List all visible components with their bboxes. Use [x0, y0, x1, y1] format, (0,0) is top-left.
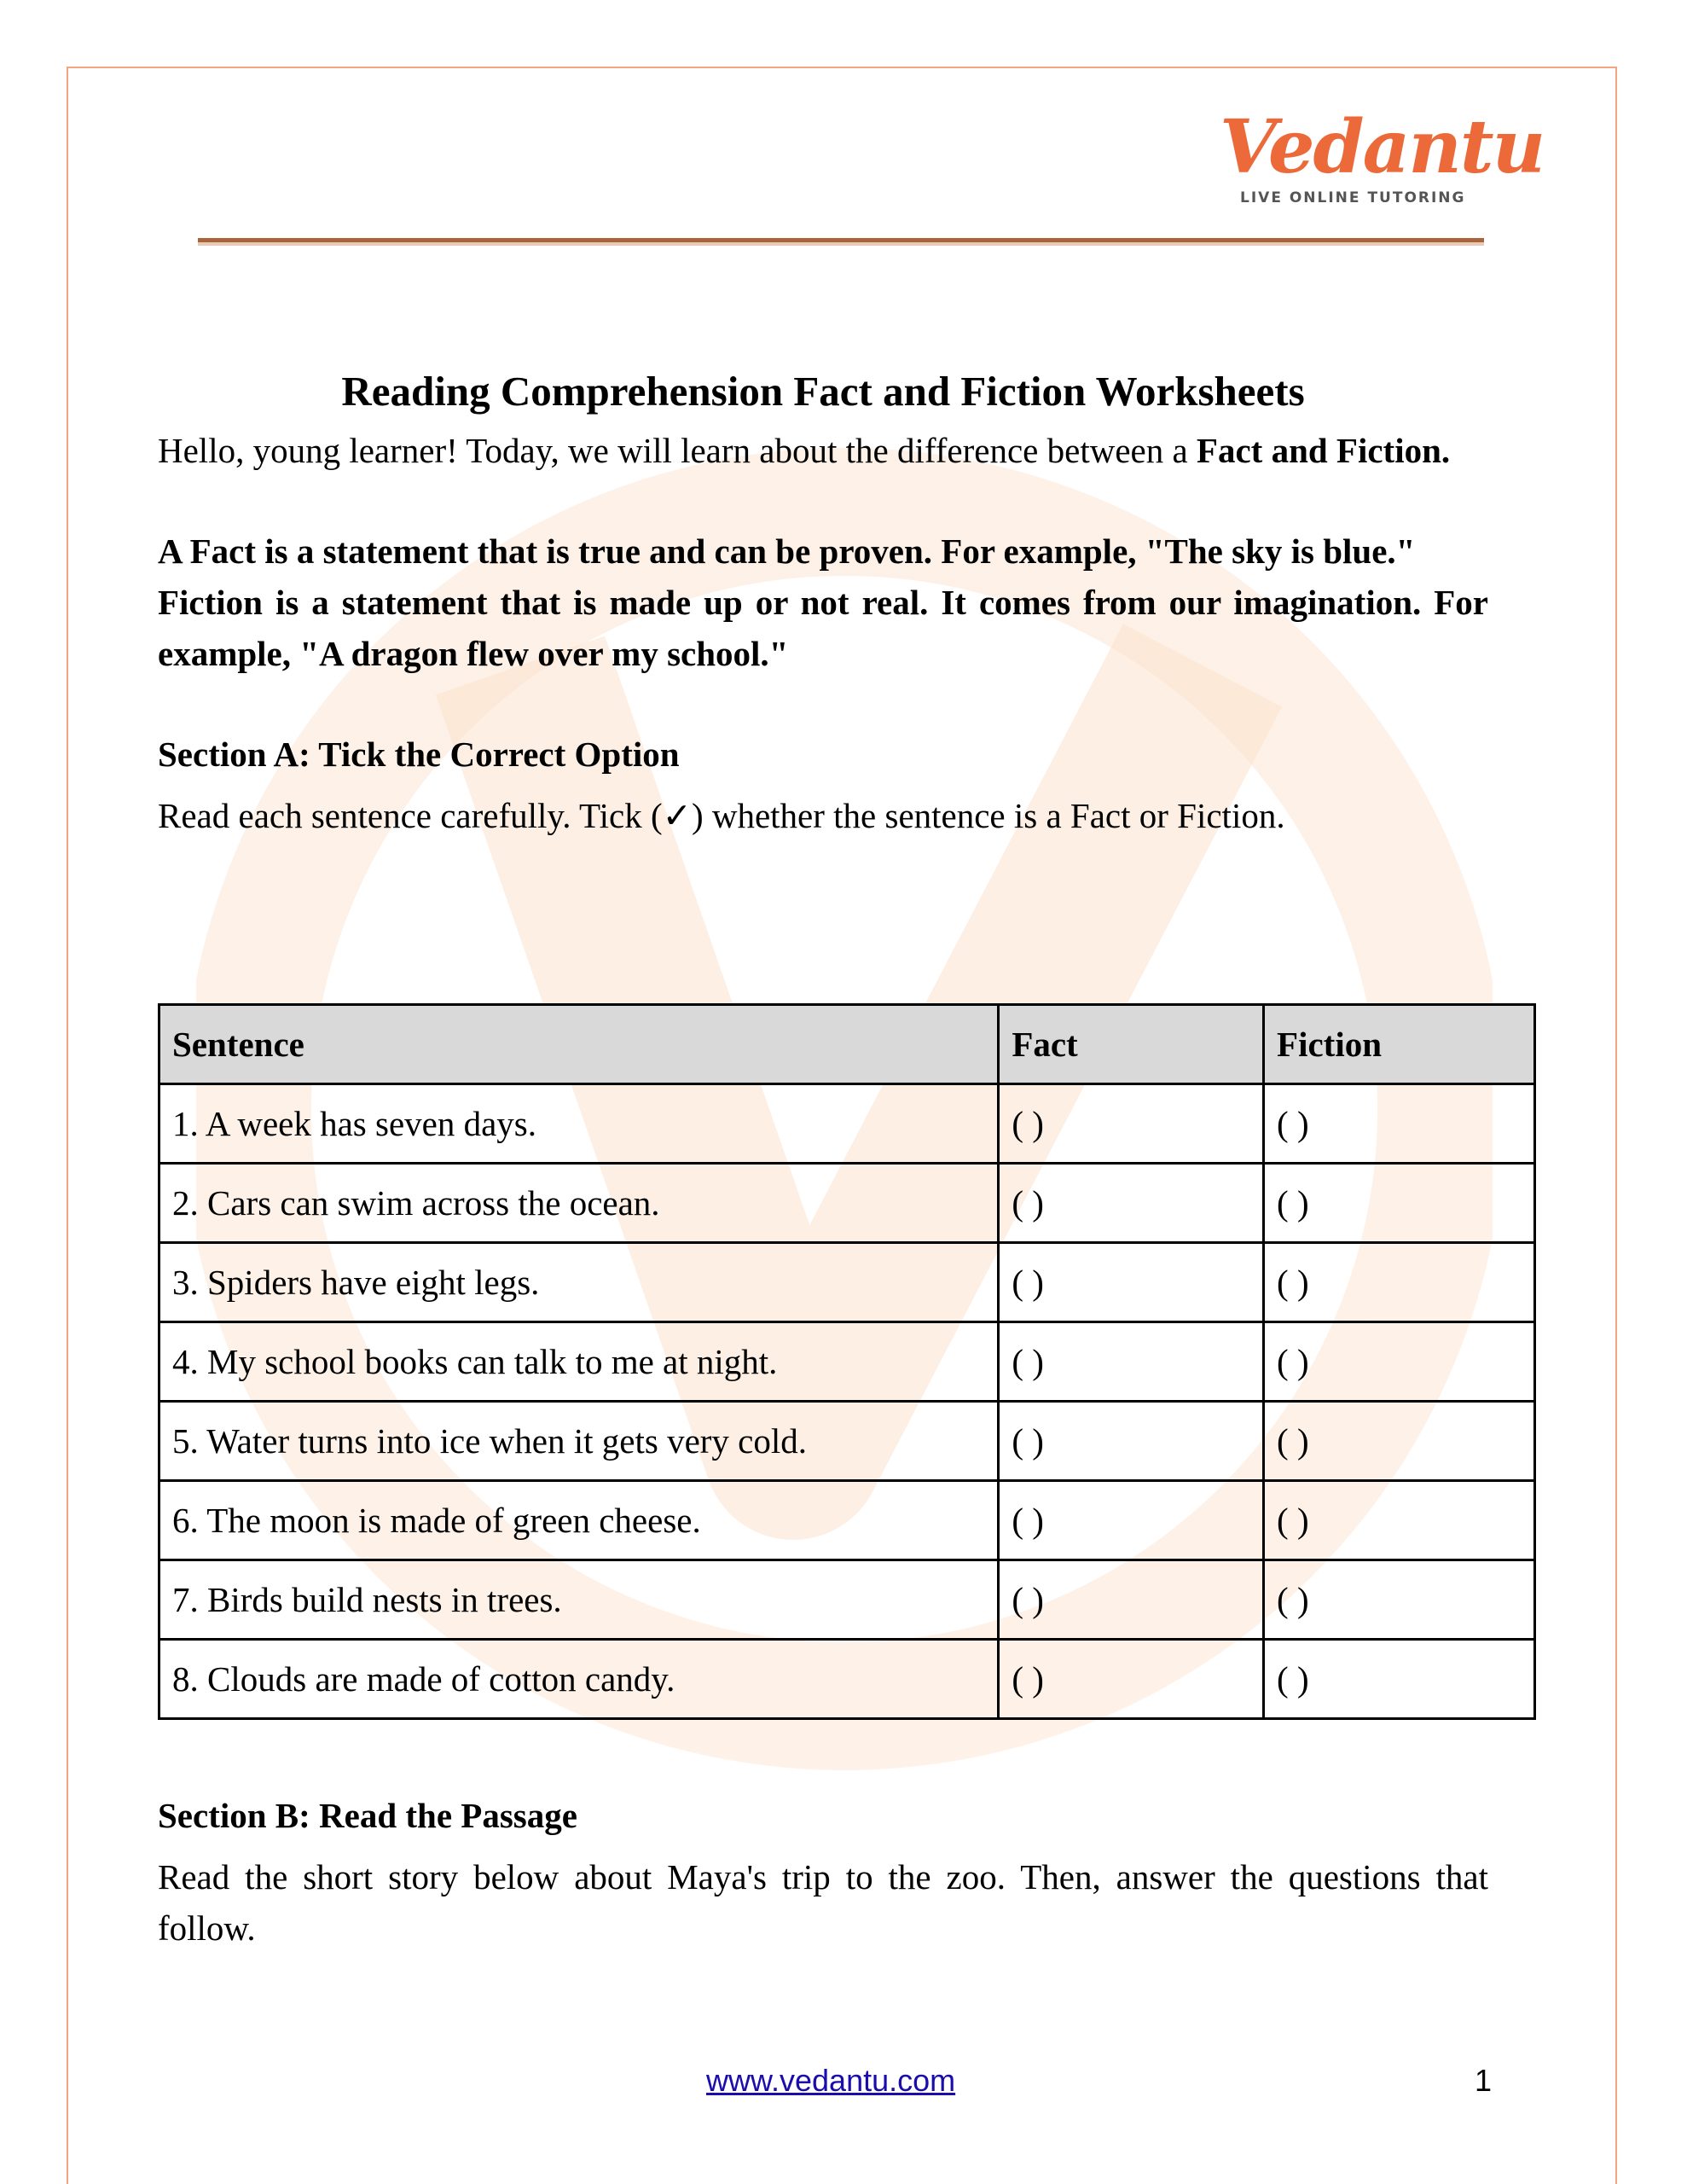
fiction-definition: Fiction is a statement that is made up or not real. It comes from our imagination. For example, "A dragon flew over my school." [158, 583, 1488, 673]
fact-tick-box[interactable]: ( ) [999, 1481, 1264, 1560]
fact-tick-box[interactable]: ( ) [999, 1243, 1264, 1322]
fiction-tick-box[interactable]: ( ) [1264, 1084, 1535, 1164]
sentence-cell: 6. The moon is made of green cheese. [159, 1481, 999, 1560]
intro-bold: Fact and Fiction. [1196, 431, 1451, 470]
fact-definition: A Fact is a statement that is true and can be proven. For example, "The sky is blue." [158, 531, 1416, 571]
header-fiction: Fiction [1264, 1005, 1535, 1084]
intro-paragraph [158, 425, 1488, 476]
intro-text: Hello, young learner! Today, we will learn about the difference between a [158, 431, 1197, 470]
fiction-tick-box[interactable]: ( ) [1264, 1243, 1535, 1322]
sentence-cell: 4. My school books can talk to me at night. [159, 1322, 999, 1402]
table-header-row [159, 1005, 1535, 1084]
sentence-cell: 1. A week has seven days. [159, 1084, 999, 1164]
fact-fiction-table [158, 1003, 1536, 1720]
table-row [159, 1164, 1535, 1243]
fiction-tick-box[interactable]: ( ) [1264, 1402, 1535, 1481]
fiction-tick-box[interactable]: ( ) [1264, 1164, 1535, 1243]
section-a-title: Section A: Tick the Correct Option [158, 735, 680, 774]
logo-word: Vedantu [1220, 104, 1545, 190]
table-row [159, 1243, 1535, 1322]
logo-tagline: LIVE ONLINE TUTORING [1240, 189, 1466, 206]
fact-tick-box[interactable]: ( ) [999, 1560, 1264, 1640]
header-sentence: Sentence [159, 1005, 999, 1084]
fact-tick-box[interactable]: ( ) [999, 1084, 1264, 1164]
section-b [158, 1790, 1488, 1954]
sentence-cell: 3. Spiders have eight legs. [159, 1243, 999, 1322]
table-row [159, 1560, 1535, 1640]
worksheet-content [158, 362, 1488, 841]
fact-tick-box[interactable]: ( ) [999, 1640, 1264, 1719]
section-b-title: Section B: Read the Passage [158, 1796, 577, 1835]
fiction-tick-box[interactable]: ( ) [1264, 1640, 1535, 1719]
fact-tick-box[interactable]: ( ) [999, 1164, 1264, 1243]
table-row [159, 1402, 1535, 1481]
page-number: 1 [1475, 2063, 1493, 2098]
section-a-instruction: Read each sentence carefully. Tick (✓) whether the sentence is a Fact or Fiction. [158, 796, 1285, 835]
table-row [159, 1640, 1535, 1719]
sentence-cell: 7. Birds build nests in trees. [159, 1560, 999, 1640]
vedantu-logo [1220, 104, 1545, 213]
section-b-instruction: Read the short story below about Maya's trip to the zoo. Then, answer the questions that follow. [158, 1857, 1488, 1948]
fiction-tick-box[interactable]: ( ) [1264, 1560, 1535, 1640]
table-row [159, 1084, 1535, 1164]
fact-tick-box[interactable]: ( ) [999, 1322, 1264, 1402]
sentence-cell: 5. Water turns into ice when it gets very cold. [159, 1402, 999, 1481]
header-rule-shadow [198, 242, 1484, 246]
header-fact: Fact [999, 1005, 1264, 1084]
sentence-cell: 8. Clouds are made of cotton candy. [159, 1640, 999, 1719]
fact-tick-box[interactable]: ( ) [999, 1402, 1264, 1481]
footer-website-link[interactable]: www.vedantu.com [706, 2063, 956, 2098]
table-row [159, 1322, 1535, 1402]
fiction-tick-box[interactable]: ( ) [1264, 1481, 1535, 1560]
fiction-tick-box[interactable]: ( ) [1264, 1322, 1535, 1402]
page-title: Reading Comprehension Fact and Fiction Worksheets [341, 368, 1305, 415]
sentence-cell: 2. Cars can swim across the ocean. [159, 1164, 999, 1243]
table-row [159, 1481, 1535, 1560]
